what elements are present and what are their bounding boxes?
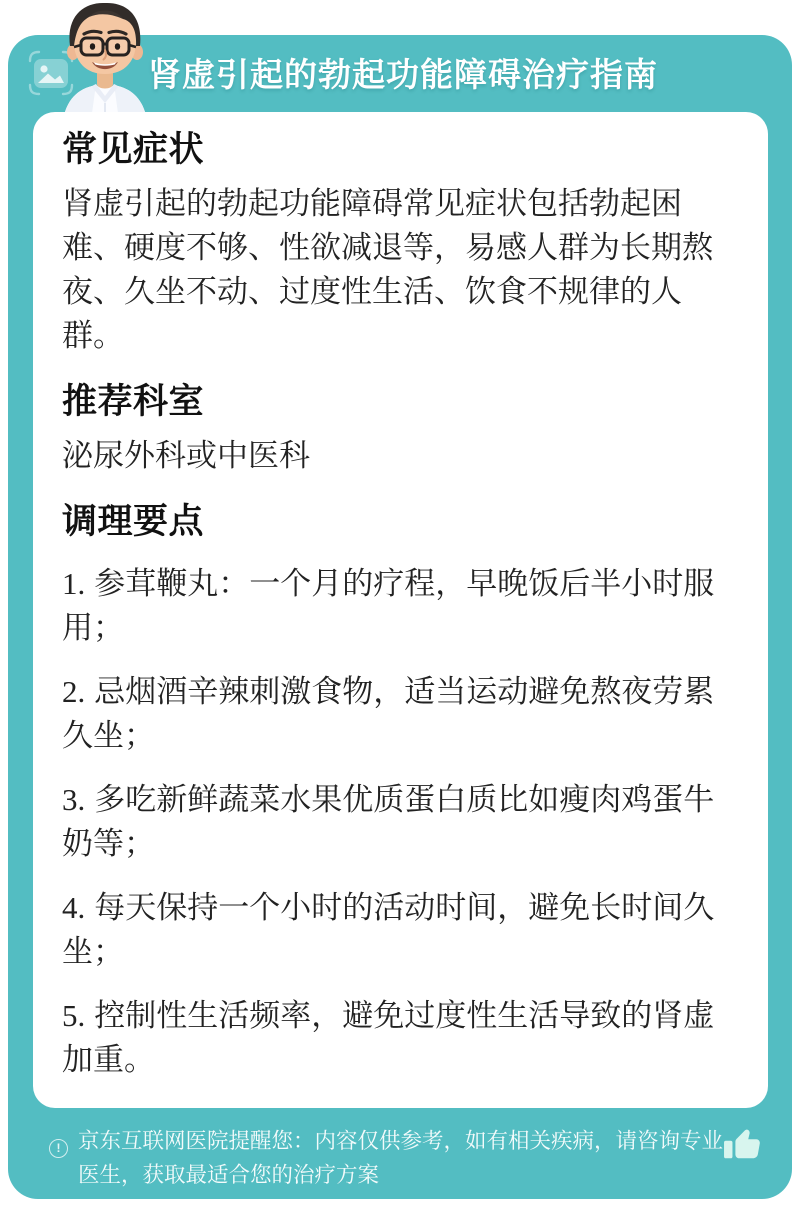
care-item-1-num: 1. xyxy=(62,566,86,601)
care-item-1-text: 参茸鞭丸：一个月的疗程，早晚饭后半小时服用； xyxy=(62,566,715,645)
care-item-5-num: 5. xyxy=(62,998,86,1033)
department-heading: 推荐科室 xyxy=(62,382,205,421)
care-item-4-num: 4. xyxy=(62,890,86,925)
care-item-2-text: 忌烟酒辛辣刺激食物，适当运动避免熬夜劳累久坐； xyxy=(62,674,715,753)
footer-disclaimer: 京东互联网医院提醒您：内容仅供参考，如有相关疾病，请咨询专业医生，获取最适合您的治疗方案 xyxy=(78,1129,724,1187)
thumbs-up-icon xyxy=(720,1122,764,1166)
symptoms-heading: 常见症状 xyxy=(62,130,205,169)
department-text: 泌尿外科或中医科 xyxy=(62,438,310,473)
care-item-1 xyxy=(62,562,722,650)
care-item-3 xyxy=(62,778,722,866)
care-item-5 xyxy=(62,994,722,1082)
care-heading: 调理要点 xyxy=(62,502,205,541)
care-item-2 xyxy=(62,670,722,758)
care-item-5-text: 控制性生活频率，避免过度性生活导致的肾虚加重。 xyxy=(62,998,715,1077)
thumbs-up-button[interactable] xyxy=(720,1122,764,1166)
care-item-4-text: 每天保持一个小时的活动时间，避免长时间久坐； xyxy=(62,890,715,969)
page-title: 肾虚引起的勃起功能障碍治疗指南 xyxy=(148,56,658,93)
care-item-3-num: 3. xyxy=(62,782,86,817)
avatar-eye xyxy=(115,43,120,50)
care-item-3-text: 多吃新鲜蔬菜水果优质蛋白质比如瘦肉鸡蛋牛奶等； xyxy=(62,782,715,861)
alert-circle-icon: ! xyxy=(49,1139,68,1158)
care-item-2-num: 2. xyxy=(62,674,86,709)
avatar-eye xyxy=(90,43,95,50)
care-item-4 xyxy=(62,886,722,974)
symptoms-text: 肾虚引起的勃起功能障碍常见症状包括勃起困难、硬度不够、性欲减退等，易感人群为长期熬夜、久坐不动、过度性生活、饮食不规律的人群。 xyxy=(62,186,713,353)
content-card xyxy=(33,112,768,1108)
